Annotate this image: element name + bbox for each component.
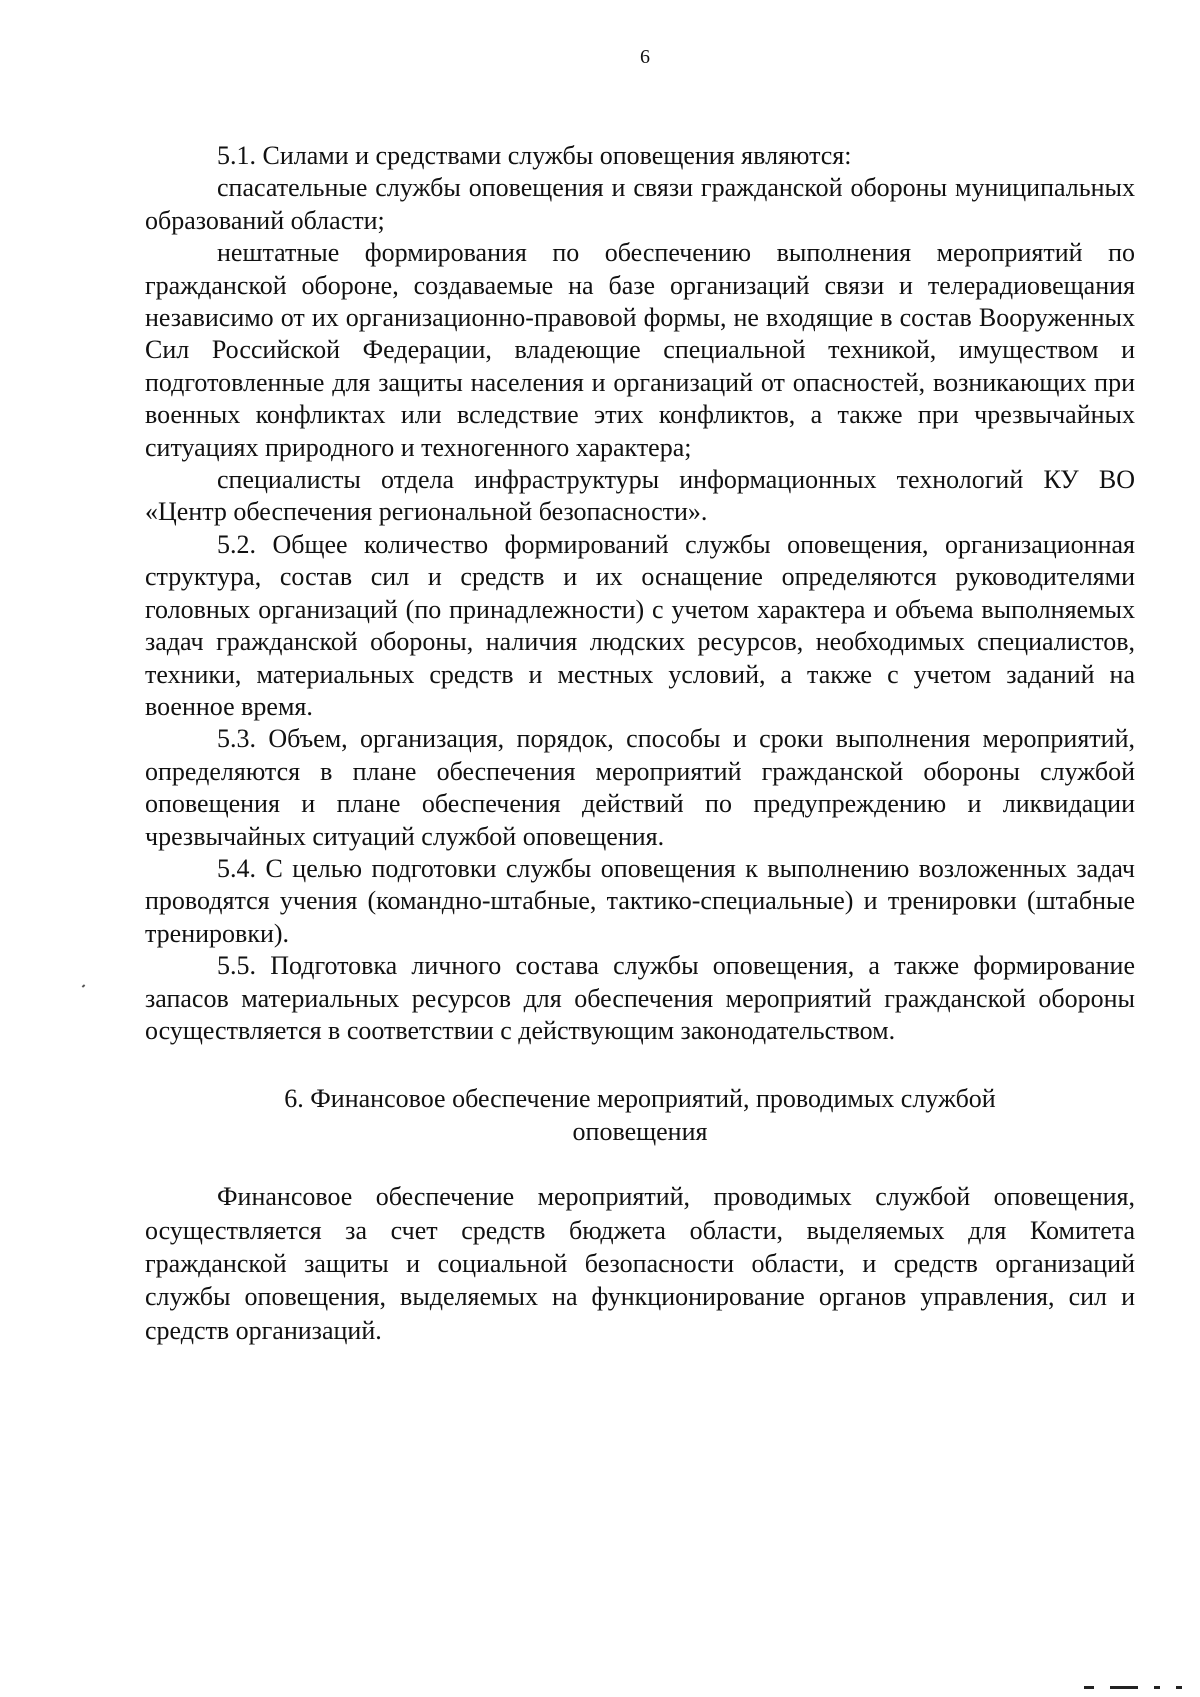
document-body bbox=[145, 140, 1135, 1347]
paragraph-it-specialists: специалисты отдела инфраструктуры информационных технологий КУ ВО «Центр обеспечения региональной безопасности». bbox=[145, 465, 1135, 527]
paragraph-rescue-services: спасательные службы оповещения и связи гражданской обороны муниципальных образований области; bbox=[145, 173, 1135, 235]
scan-speck bbox=[82, 984, 86, 987]
paragraph-5-2: 5.2. Общее количество формирований службы оповещения, организационная структура, состав сил и средств и их оснащение определяются руководителями головных организаций (по принадлежности) с учетом характера и объема выполняемых задач гражданской обороны, наличия людских ресурсов, необходимых специалистов, техники, материальных средств и местных условий, а также с учетом заданий на военное время. bbox=[145, 529, 1135, 721]
paragraph-section-6: Финансовое обеспечение мероприятий, проводимых службой оповещения, осуществляется за счет средств бюджета области, выделяемых для Комитета гражданской защиты и социальной безопасности области, и средств организаций службы оповещения, выделяемых на функционирование органов управления, сил и средств организаций. bbox=[145, 1182, 1135, 1345]
section-6-heading-line-1: 6. Финансовое обеспечение мероприятий, проводимых службой bbox=[284, 1084, 996, 1114]
page-number: 6 bbox=[640, 46, 650, 68]
paragraph-5-1: 5.1. Силами и средствами службы оповещения являются: bbox=[217, 141, 852, 170]
paragraph-nonstaff-formations: нештатные формирования по обеспечению выполнения мероприятий по гражданской обороне, создаваемые на базе организаций связи и телерадиовещания независимо от их организационно-правовой формы, не входящие в состав Вооруженных Сил Российской Федерации, владеющие специальной техникой, имуществом и подготовленные для защиты населения и организаций от опасностей, возникающих при военных конфликтах или вследствие этих конфликтов, а также при чрезвычайных ситуациях природного и техногенного характера; bbox=[145, 238, 1135, 462]
paragraph-5-3: 5.3. Объем, организация, порядок, способы и сроки выполнения мероприятий, определяются в плане обеспечения мероприятий гражданской обороны службой оповещения и плане обеспечения действий по предупреждению и ликвидации чрезвычайных ситуаций службой оповещения. bbox=[145, 724, 1135, 851]
scan-corner-marks bbox=[1080, 1686, 1190, 1692]
paragraph-5-4: 5.4. С целью подготовки службы оповещения к выполнению возложенных задач проводятся учения (командно-штабные, тактико-специальные) и тренировки (штабные тренировки). bbox=[145, 853, 1135, 948]
section-6-heading-line-2: оповещения bbox=[572, 1116, 708, 1146]
paragraph-5-5: 5.5. Подготовка личного состава службы оповещения, а также формирование запасов материальных ресурсов для обеспечения мероприятий гражданской обороны осуществляется в соответствии с действующим законодательством. bbox=[145, 951, 1135, 1045]
section-6-heading bbox=[145, 1083, 1135, 1148]
